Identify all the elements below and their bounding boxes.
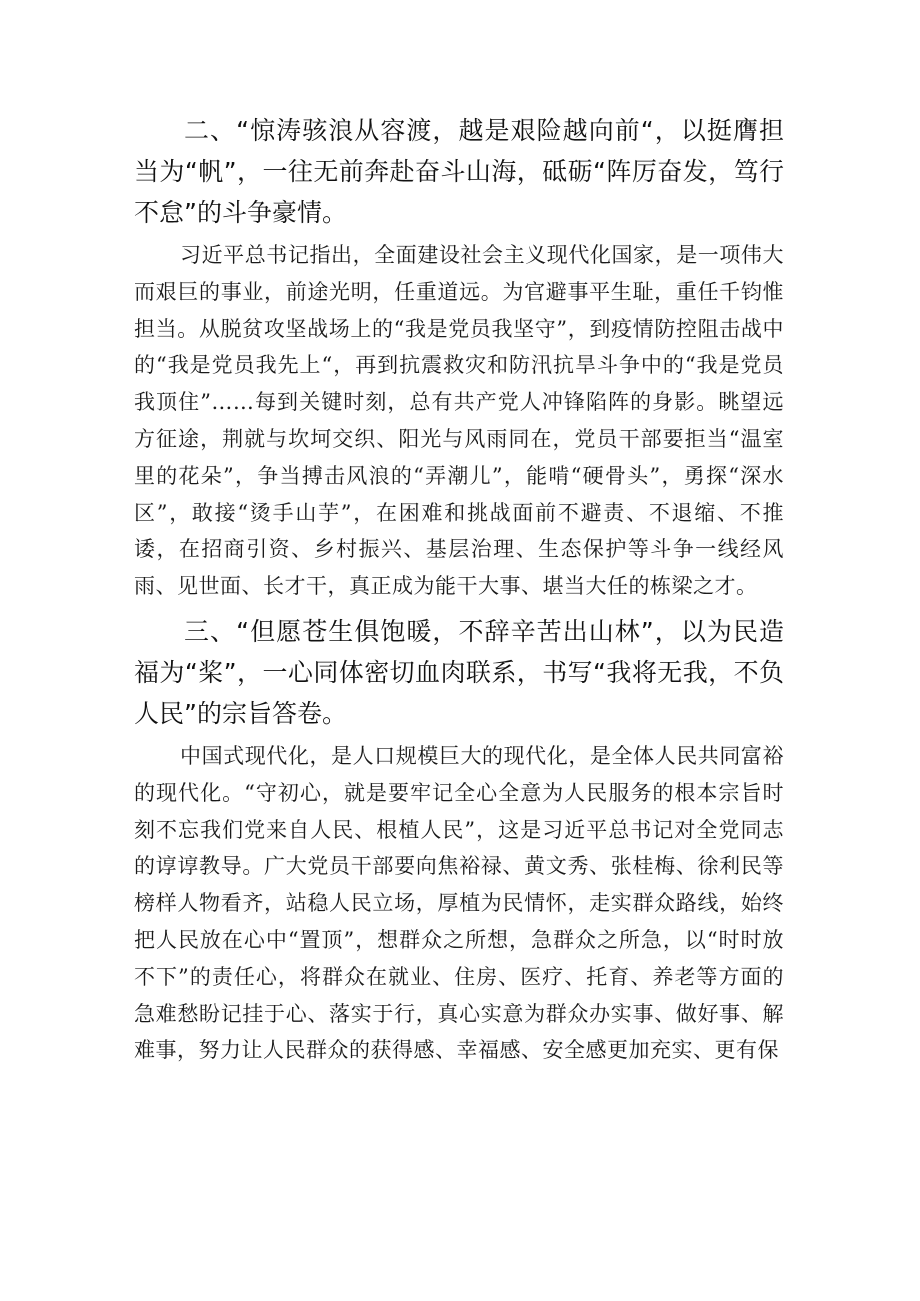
document-body [134,110,784,1075]
section-paragraph-2: 习近平总书记指出，全面建设社会主义现代化国家，是一项伟大而艰巨的事业，前途光明，任重道远。为官避事平生耻，重任千钧惟担当。从脱贫攻坚战场上的“我是党员我坚守”，到疫情防控阻击战中的“我是党员我先上“，再到抗震救灾和防汛抗旱斗争中的“我是党员我顶住”……每到关键时刻，总有共产党人冲锋陷阵的身影。眺望远方征途，荆就与坎坷交织、阳光与风雨同在，党员干部要拒当“温室里的花朵”，争当搏击风浪的“弄潮儿”，能啃“硬骨头”，勇探“深水区”，敢接“烫手山芋”，在困难和挑战面前不避责、不退缩、不推诿，在招商引资、乡村振兴、基层治理、生态保护等斗争一线经风雨、见世面、长才干，真正成为能干大事、堪当大任的栋梁之才。 [134,243,784,599]
section-heading-3: 三、“但愿苍生俱饱暖，不辞辛苦出山林”，以为民造福为“桨”，一心同体密切血肉联系，书写“我将无我，不负人民”的宗旨答卷。 [134,616,784,728]
section-paragraph-3: 中国式现代化，是人口规模巨大的现代化，是全体人民共同富裕的现代化。“守初心，就是要牢记全心全意为人民服务的根本宗旨时刻不忘我们党来自人民、根植人民”，这是习近平总书记对全党同志的谆谆教导。广大党员干部要向焦裕禄、黄文秀、张桂梅、徐利民等榜样人物看齐，站稳人民立场，厚植为民情怀，走实群众路线，始终把人民放在心中“置顶”，想群众之所想，急群众之所急，以“时时放不下”的责任心，将群众在就业、住房、医疗、托育、养老等方面的急难愁盼记挂于心、落实于行，真心实意为群众办实事、做好事、解难事，努力让人民群众的获得感、幸福感、安全感更加充实、更有保 [134,743,784,1063]
section-heading-2: 二、“惊涛骇浪从容渡，越是艰险越向前“，以挺膺担当为“帆”，一往无前奔赴奋斗山海，砥砺“阵厉奋发，笃行不怠”的斗争豪情。 [134,116,784,227]
